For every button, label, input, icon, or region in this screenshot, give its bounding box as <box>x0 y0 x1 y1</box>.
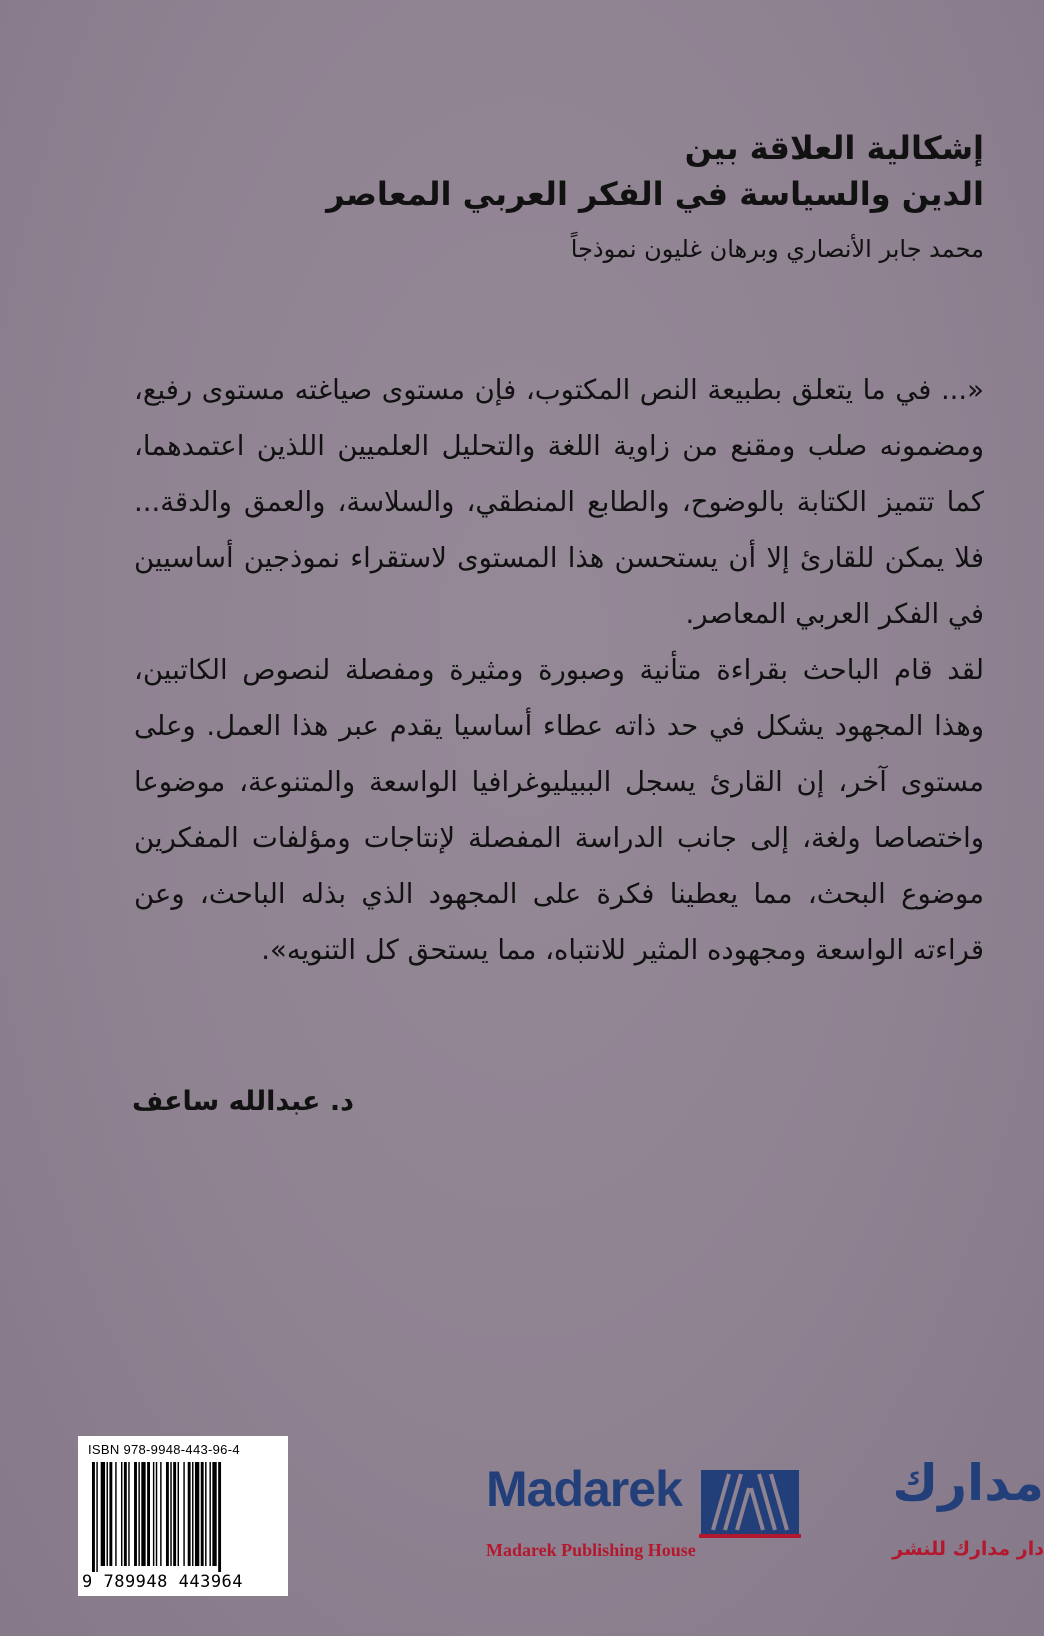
barcode <box>78 1436 288 1596</box>
barcode-bar <box>124 1462 127 1566</box>
barcode-bar <box>101 1462 105 1566</box>
barcode-bars <box>92 1462 274 1572</box>
barcode-bar <box>96 1462 97 1572</box>
barcode-bar <box>183 1462 184 1566</box>
barcode-bar <box>109 1462 112 1566</box>
blurb-text <box>134 362 984 978</box>
blurb-author: د. عبدالله ساعف <box>131 1086 354 1117</box>
barcode-bar <box>178 1462 179 1566</box>
isbn-label: ISBN 978-9948-443-96-4 <box>88 1442 240 1457</box>
barcode-number: 9 789948 443964 <box>82 1572 244 1592</box>
barcode-bar <box>147 1462 150 1566</box>
title-line-2: الدين والسياسة في الفكر العربي المعاصر <box>326 175 984 213</box>
barcode-bar <box>128 1462 129 1566</box>
publisher-name-ar: مدارك <box>892 1454 1044 1512</box>
barcode-bar <box>160 1462 161 1566</box>
barcode-bar <box>209 1462 210 1566</box>
barcode-bar <box>166 1462 169 1566</box>
barcode-bar <box>153 1462 154 1566</box>
title-line-1: إشكالية العلاقة بين <box>684 129 984 167</box>
barcode-bar <box>212 1462 216 1566</box>
publisher-logo <box>486 1454 1044 1600</box>
barcode-bar <box>192 1462 193 1566</box>
barcode-bar <box>156 1462 157 1566</box>
barcode-bar <box>115 1462 116 1566</box>
barcode-bar <box>138 1462 139 1566</box>
barcode-bar <box>121 1462 122 1566</box>
barcode-bar <box>218 1462 221 1572</box>
publisher-name-en: Madarek <box>486 1461 682 1517</box>
barcode-bar <box>205 1462 206 1566</box>
barcode-bar <box>201 1462 204 1566</box>
barcode-bar <box>188 1462 191 1566</box>
barcode-bar <box>170 1462 171 1566</box>
blurb-paragraph-1: «... في ما يتعلق بطبيعة النص المكتوب، فإن مستوى صياغته مستوى رفيع، ومضمونه صلب ومقنع من زاوية اللغة والتحليل العلميين اللذين اعتمدهما، كما تتميز الكتابة بالوضوح، والطابع المنطقي، والسلاسة، والعمق والدقة... فلا يمكن للقارئ إلا أن يستحسن هذا المستوى لاستقراء نموذجين أساسيين في الفكر العربي المعاصر. <box>134 374 984 630</box>
barcode-bar <box>92 1462 95 1572</box>
barcode-bar <box>141 1462 145 1566</box>
blurb-paragraph-2: لقد قام الباحث بقراءة متأنية وصبورة ومثيرة ومفصلة لنصوص الكاتبين، وهذا المجهود يشكل في حد ذاته عطاء أساسيا يقدم عبر هذا العمل. وعلى مستوى آخر، إن القارئ يسجل الببيليوغرافيا الواسعة والمتنوعة، موضوعا واختصاصا ولغة، إلى جانب الدراسة المفصلة لإنتاجات ومؤلفات المفكرين موضوع البحث، مما يعطينا فكرة على المجهود الذي بذله الباحث، وعن قراءته الواسعة ومجهوده المثير للانتباه، مما يستحق كل التنويه». <box>134 654 984 966</box>
book-title <box>284 125 984 217</box>
barcode-bar <box>107 1462 108 1566</box>
barcode-bar <box>173 1462 176 1566</box>
barcode-bar <box>134 1462 137 1566</box>
book-m-icon <box>699 1464 801 1540</box>
publisher-house-en: Madarek Publishing House <box>486 1540 696 1560</box>
publisher-house-ar: دار مدارك للنشر <box>892 1538 1044 1560</box>
book-subtitle: محمد جابر الأنصاري وبرهان غليون نموذجاً <box>570 235 984 263</box>
barcode-bar <box>195 1462 199 1566</box>
